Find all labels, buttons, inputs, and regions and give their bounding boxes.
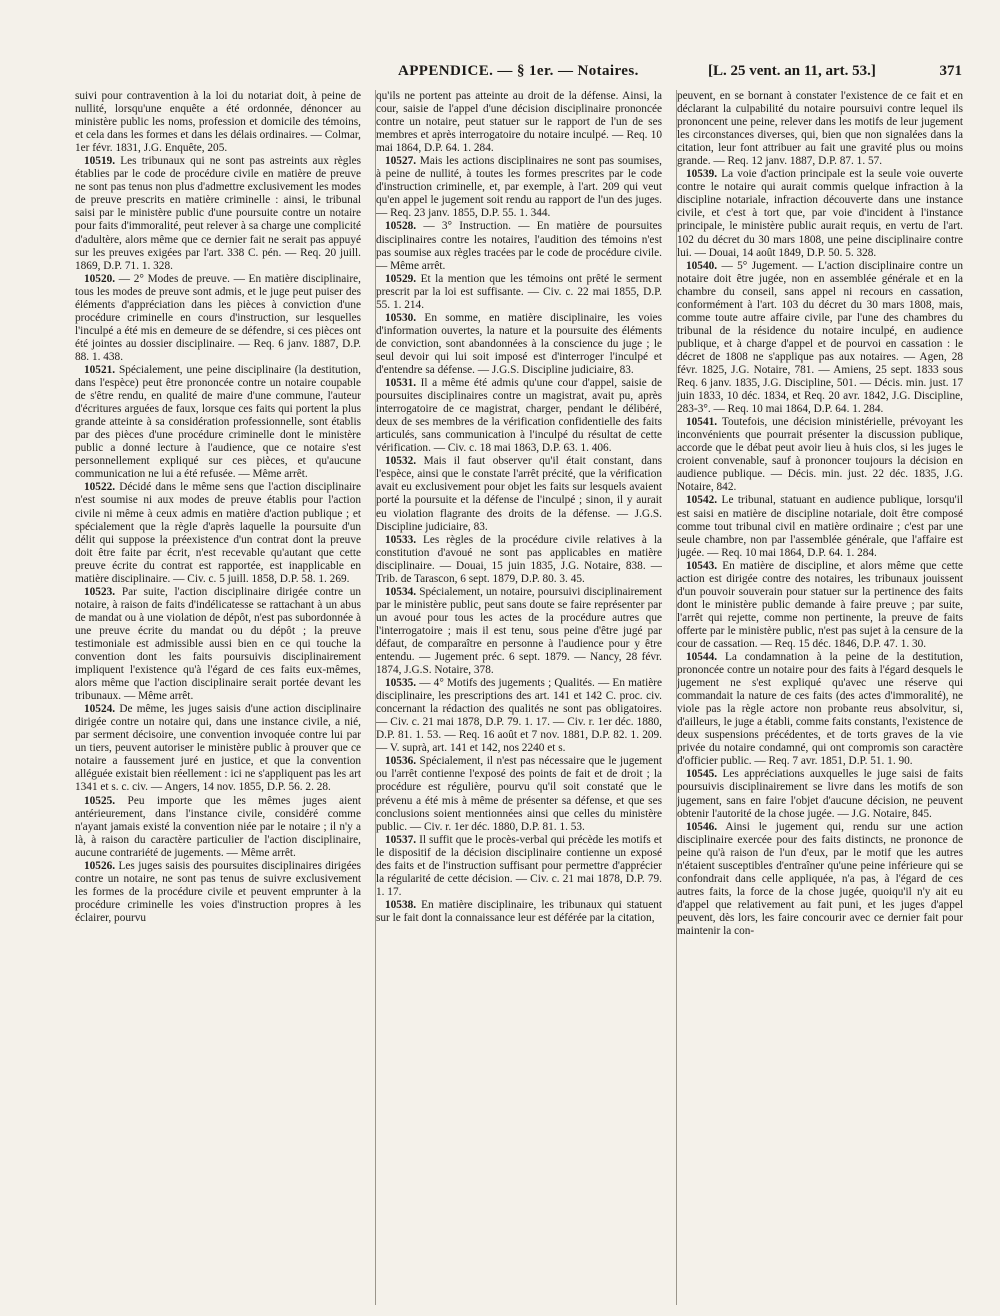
paragraph-text: Il suffit que le procès-verbal qui précède les motifs et le dispositif de la décision disciplinaire contienne un exposé des faits et de l'instruction suffisant pour permettre d'apprécier la régularité de cette décision. — Civ. c. 21 mai 1878, D.P. 79. 1. 17. [376,833,662,898]
paragraph-text: Ainsi le jugement qui, rendu sur une action disciplinaire exercée pour des faits distincts, ne prononce de peine qu'à raison de l'un d'eux, par le motif que les autres n'étaient susceptibles d'entraîner qu'une peine inférieure qui se confondrait dans celle appliquée, n'a pas, à l'égard de ces autres faits, la force de la chose jugée, quoiqu'il n'y ait eu d'appel que relativement au fait puni, et les juges d'appel peuvent, dès lors, les faire concourir avec ce dernier fait pour maintenir la con- [677,820,963,937]
paragraph [376,220,662,272]
paragraph [75,795,361,860]
paragraph-number: 10543. [686,559,718,572]
paragraph-number: 10540. [686,259,718,272]
paragraph-text: Et la mention que les témoins ont prêté le serment prescrit par la loi est suffisante. — Civ. c. 22 mai 1855, D.P. 55. 1. 214. [376,272,662,311]
paragraph-number: 10526. [84,859,116,872]
paragraph-text: Spécialement, une peine disciplinaire (la destitution, dans l'espèce) peut être prononcée contre un notaire coupable de s'être rendu, en qualité de maire d'une commune, l'auteur d'écritures arguées de faux, lorsque ces faits qui portent la plus grande atteinte à sa considération professionnelle, sont établis par des pièces d'une procédure criminelle dont le ministère public a donné lecture à l'audience, que ce notaire s'est personnellement expliqué sur ces pièces, et qu'aucune communication ne lui a été refusée. — Même arrêt. [75,363,361,481]
paragraph-text: En matière de discipline, et alors même que cette action est dirigée contre des notaires, les tribunaux jouissent d'un pouvoir souverain pour statuer sur la pertinence des faits dont le ministère public demande à faire preuve ; par suite, l'arrêt qui rejette, comme non pertinente, la preuve de faits offerte par le ministère public, n'est pas sujet à la censure de la cour de cassation. — Req. 15 déc. 1846, D.P. 47. 1. 30. [677,559,963,650]
paragraph-text: En matière disciplinaire, les tribunaux qui statuent sur le fait dont la connaissance leur est déférée par la citation, [376,898,662,924]
paragraph-number: 10520. [84,272,116,285]
paragraph [677,821,963,938]
paragraph-text: — 3° Instruction. — En matière de poursuites disciplinaires contre les notaires, l'audition des témoins n'est pas soumise aux règles tracées par le code de procédure civile. — Même arrêt. [376,220,662,272]
paragraph-number: 10530. [385,311,417,324]
paragraph-number: 10532. [385,455,417,468]
paragraph [677,651,963,768]
paragraph-text: — 5° Jugement. — L'action disciplinaire contre un notaire doit être jugée, non en assemblée générale et en la chambre du conseil, sans appel ni recours en cassation, conformément à l'art. 103 du décret du 30 mars 1808, mais, comme toute autre affaire civile, par l'une des chambres du tribunal de la résidence du notaire inculpé, en audience publique, et à charge d'appel et de pourvoi en cassation : le décret de 1808 ne s'applique pas aux notaires. — Agen, 28 févr. 1825, J.G. Notaire, 781. — Amiens, 25 sept. 1833 sous Req. 6 janv. 1835, J.G. Discipline, 501. — Décis. min. just. 17 juin 1833, 10 déc. 1834, et Req. 20 avr. 1842, J.G. Discipline, 283-3°. — Req. 10 mai 1864, D.P. 64. 1. 284. [677,259,963,416]
text-columns [75,90,963,1305]
header-title: APPENDICE. — § 1er. — Notaires. [398,63,639,79]
text-column-3 [676,90,963,1305]
paragraph-number: 10546. [686,820,718,833]
paragraph [376,90,662,155]
text-column-1 [75,90,361,1305]
paragraph-text: De même, les juges saisis d'une action disciplinaire dirigée contre un notaire qui, dans une instance civile, a nié, par serment décisoire, une convention invoquée contre lui par un tiers, peuvent autoriser le ministère public à prouver que ce notaire a faussement juré en justice, et que la convention alléguée existait bien réellement : ici ne s'appliquent pas les art 1341 et s. c. civ. — Angers, 14 nov. 1855, D.P. 56. 2. 28. [75,703,361,794]
paragraph [376,834,662,899]
paragraph-number: 10533. [385,533,417,546]
paragraph [376,273,662,312]
paragraph-number: 10534. [385,585,417,598]
paragraph-text: La voie d'action principale est la seule voie ouverte contre le notaire qui aurait commis quelque infraction à la discipline notariale, infraction découverte dans une instance civile, et c'est à tort que, par voie d'incident à l'instance principale, le ministère public aurait requis, en vertu de l'art. 102 du décret du 30 mars 1808, une peine disciplinaire contre lui. — Douai, 14 août 1849, D.P. 50. 5. 328. [677,168,963,259]
paragraph-text: Spécialement, il n'est pas nécessaire que le jugement ou l'arrêt contienne l'exposé des points de fait et de droit ; la procédure est régulière, pourvu qu'il soit constaté que le prévenu a été mis à même de présenter sa défense, et que ses conclusions soient mentionnées ainsi que celles du ministère public. — Civ. r. 1er déc. 1880, D.P. 81. 1. 53. [376,755,662,833]
paragraph-text: — 2° Modes de preuve. — En matière disciplinaire, tous les modes de preuve sont admis, et le juge peut puiser des éléments d'appréciation dans les pièces à conviction d'une procédure criminelle en cours d'instruction, sur lesquelles l'inculpé a été mis en demeure de se défendre, si ces pièces ont été jointes au dossier disciplinaire. — Req. 6 janv. 1887, D.P. 88. 1. 438. [75,272,361,363]
paragraph-number: 10536. [385,755,417,768]
paragraph [75,155,361,272]
paragraph-text: Les tribunaux qui ne sont pas astreints aux règles établies par le code de procédure civile en matière de preuve ne sont pas tenus non plus d'admettre exclusivement les modes de preuve prescrits en matière criminelle : ainsi, le tribunal saisi par le ministère public d'une poursuite contre un notaire pour faits d'immoralité, peut relever à sa charge une complicité d'adultère, alors même que ce dernier fait ne serait pas appuyé sur les preuves exigées par l'art. 338 C. pén. — Req. 20 juill. 1869, D.P. 71. 1. 328. [75,155,361,272]
paragraph [376,899,662,925]
paragraph-text: Décidé dans le même sens que l'action disciplinaire n'est soumise ni aux modes de preuve établis pour l'action civile ni même à ceux admis en matière d'action publique ; et spécialement que la règle d'après laquelle la poursuite d'un délit qui suppose la préexistence d'un contrat dont la preuve doit être faite par écrit, n'est recevable qu'autant que cette preuve écrite du contrat est rapportée, est inapplicable en matière disciplinaire. — Civ. c. 5 juill. 1858, D.P. 58. 1. 269. [75,481,361,585]
paragraph [376,455,662,533]
paragraph [376,377,662,455]
text-column-2 [375,90,662,1305]
paragraph [677,90,963,168]
paragraph-number: 10527. [385,155,417,168]
paragraph-number: 10522. [84,481,116,494]
paragraph [75,90,361,155]
paragraph-number: 10531. [385,377,417,390]
paragraph [75,586,361,703]
paragraph [677,494,963,559]
paragraph-text: Toutefois, une décision ministérielle, prévoyant les inconvénients que pourrait présenter la discussion publique, accorde que le débat peut avoir lieu à huis clos, si les juges le croient convenable, sauf à prononcer toujours la décision en audience publique. — Décis. min. just. 22 déc. 1835, J.G. Notaire, 842. [677,416,963,494]
page-number: 371 [939,63,962,79]
paragraph-text: Le tribunal, statuant en audience publique, lorsqu'il est saisi en matière de discipline notariale, doit être composé comme tout tribunal civil en matière ordinaire ; c'est par une seule chambre, non par l'assemblée générale, que l'affaire est jugée. — Req. 10 mai 1864, D.P. 64. 1. 284. [677,494,963,559]
paragraph-number: 10535. [385,677,417,690]
paragraph-number: 10523. [84,585,116,598]
paragraph-text: Les appréciations auxquelles le juge saisi de faits poursuivis disciplinairement se livre dans les motifs de son jugement, sans en faire l'objet d'aucune décision, ne peuvent obtenir l'autorité de la chose jugée. — J.G. Notaire, 845. [677,768,963,820]
paragraph [75,860,361,925]
paragraph [376,677,662,755]
paragraph-text: Mais les actions disciplinaires ne sont pas soumises, à peine de nullité, à toutes les formes prescrites par le code d'instruction criminelle, et, par exemple, à l'art. 209 qui veut qu'en appel le jugement soit rendu au rapport de l'un des juges. — Req. 23 janv. 1855, D.P. 55. 1. 344. [376,155,662,220]
paragraph [376,312,662,377]
paragraph [677,768,963,820]
paragraph [75,703,361,794]
paragraph-text: En somme, en matière disciplinaire, les voies d'information ouvertes, la nature et la poursuite des éléments de conviction, sont abandonnées à la conscience du juge ; le seul devoir qui lui soit imposé est d'interroger l'inculpé et d'entendre sa défense. — J.G.S. Discipline judiciaire, 83. [376,311,662,376]
paragraph-number: 10524. [84,703,116,716]
paragraph-text: suivi pour contravention à la loi du notariat doit, à peine de nullité, lorsqu'une enquête a été ordonnée, dénoncer au ministère public les noms, profession et domicile des témoins, et cela dans les formes et dans les délais ordinaires. — Colmar, 1er févr. 1831, J.G. Enquête, 205. [75,90,361,155]
paragraph-number: 10525. [84,794,116,807]
paragraph-text: Il a même été admis qu'une cour d'appel, saisie de poursuites disciplinaires contre un magistrat, avait pu, après interrogatoire de ce magistrat, charger, pendant le délibéré, deux de ses membres de la vérification confidentielle des faits articulés, sans communication à l'inculpé du résultat de cette vérification. — Civ. c. 18 mai 1863, D.P. 63. 1. 406. [376,377,662,455]
paragraph [677,416,963,494]
paragraph-text: Les juges saisis des poursuites disciplinaires dirigées contre un notaire, ne sont pas tenus de suivre exclusivement les formes de la procédure civile et peuvent emprunter à la procédure criminelle les voies d'instruction propres à les éclairer, pourvu [75,859,361,924]
paragraph [677,560,963,651]
paragraph-text: Par suite, l'action disciplinaire dirigée contre un notaire, à raison de faits d'indélicatesse se rattachant à un abus de mandat ou à une violation de dépôt, n'est pas subordonnée à une preuve écrite du mandat ou du dépôt ; la preuve testimoniale est admissible aussi bien en ce qui touche la convention dont les faits poursuivis disciplinairement impliquent l'existence qu'à l'égard de ces faits eux-mêmes, alors même que l'action disciplinaire serait portée devant les tribunaux. — Même arrêt. [75,585,361,703]
paragraph-number: 10541. [686,416,718,429]
paragraph [75,481,361,585]
paragraph-text: Les règles de la procédure civile relatives à la constitution d'avoué ne sont pas applicables en matière disciplinaire. — Douai, 15 juin 1835, J.G. Notaire, 838. — Trib. de Tarascon, 6 sept. 1879, D.P. 80. 3. 45. [376,533,662,585]
paragraph-text: peuvent, en se bornant à constater l'existence de ce fait et en déclarant la culpabilité du notaire poursuivi contre lequel ils prononcent une peine, relever dans les motifs de leur jugement les circonstances diverses, qui, bien que non signalées dans la citation, leur font attribuer au fait une gravité plus ou moins grande. — Req. 12 janv. 1887, D.P. 87. 1. 57. [677,90,963,168]
paragraph-text: qu'ils ne portent pas atteinte au droit de la défense. Ainsi, la cour, saisie de l'appel d'une décision disciplinaire prononcée contre un notaire, peut statuer sur le rapport de l'un de ses membres et après interrogatoire du notaire inculpé. — Req. 10 mai 1864, D.P. 64. 1. 284. [376,90,662,155]
paragraph [677,260,963,417]
paragraph-text: — 4° Motifs des jugements ; Qualités. — En matière disciplinaire, les prescriptions des art. 141 et 142 C. proc. civ. concernant la rédaction des qualités ne sont pas obligatoires. — Civ. c. 21 mai 1878, D.P. 79. 1. 17. — Civ. r. 1er déc. 1880, D.P. 81. 1. 53. — Req. 16 août et 7 nov. 1881, D.P. 82. 1. 209. — V. suprà, art. 141 et 142, nos 2240 et s. [376,677,662,755]
paragraph [376,534,662,586]
paragraph-number: 10537. [385,833,417,846]
paragraph [376,155,662,220]
paragraph-text: Peu importe que les mêmes juges aient antérieurement, dans l'instance civile, considéré comme n'ayant jamais existé la convention niée par le notaire ; il n'y a là, à raison du caractère particulier de l'action disciplinaire, aucune contrariété de jugements. — Même arrêt. [75,794,361,859]
paragraph-number: 10544. [686,651,718,664]
paragraph [75,273,361,364]
paragraph-number: 10545. [686,768,718,781]
paragraph-number: 10521. [84,363,116,376]
paragraph-number: 10539. [686,168,718,181]
paragraph [75,364,361,481]
paragraph [376,755,662,833]
paragraph [376,586,662,677]
paragraph-number: 10542. [686,494,718,507]
paragraph-number: 10519. [84,155,116,168]
header-reference: [L. 25 vent. an 11, art. 53.] [708,63,876,79]
paragraph-text: Spécialement, un notaire, poursuivi disciplinairement par le ministère public, peut sans doute se faire représenter par un avoué pour tous les actes de la procédure autres que l'interrogatoire ; mais il est tenu, sous peine d'être jugé par défaut, de comparaître en personne à l'audience pour y être entendu. — Jugement préc. 6 sept. 1879. — Nancy, 28 févr. 1874, J.G.S. Notaire, 378. [376,585,662,677]
paragraph-text: Mais il faut observer qu'il était constant, dans l'espèce, ainsi que le constate l'arrêt précité, que la vérification avait eu exclusivement pour objet les faits sur lesquels avaient porté la poursuite et la défense de l'inculpé ; sinon, il y aurait eu violation flagrante des droits de la défense. — J.G.S. Discipline judiciaire, 83. [376,455,662,533]
paragraph-number: 10529. [385,272,417,285]
running-header [78,60,962,86]
paragraph [677,168,963,259]
paragraph-number: 10528. [385,220,417,233]
paragraph-text: La condamnation à la peine de la destitution, prononcée contre un notaire pour des faits à l'égard desquels le jugement ne s'est expliqué qu'avec une réserve qui commandait la nature de ces faits (des actes d'immoralité), ne viole pas la règle actore non probante reus absolvitur, si, d'ailleurs, le juge a établi, comme faits constants, l'existence de deux suspensions précédentes, et de torts graves de la vie privée du notaire condamné, qui ont compromis son caractère d'officier public. — Req. 7 avr. 1851, D.P. 51. 1. 90. [677,651,963,768]
paragraph-number: 10538. [385,898,417,911]
